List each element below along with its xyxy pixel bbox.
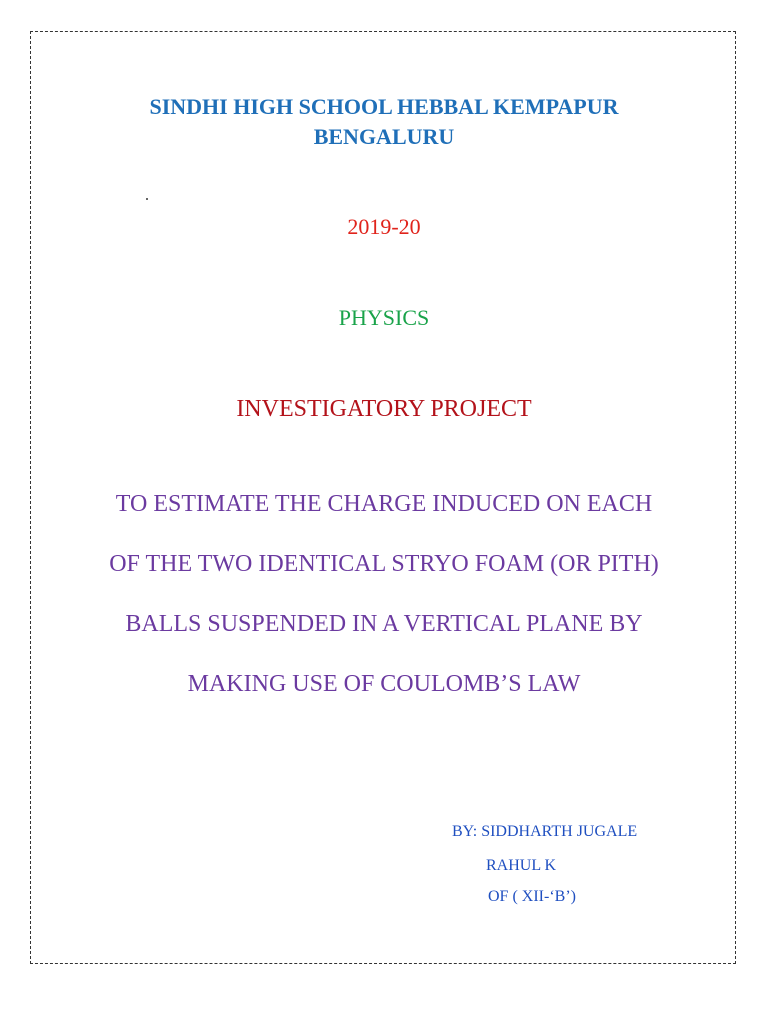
- author-by-line: BY: SIDDHARTH JUGALE: [452, 823, 638, 840]
- school-name: [0, 92, 768, 152]
- school-name-line-2: BENGALURU: [313, 124, 455, 149]
- project-title-line: MAKING USE OF COULOMB’S LAW: [187, 671, 581, 697]
- author-class-line: OF ( XII-‘B’): [488, 888, 576, 905]
- author-second: RAHUL K: [486, 857, 557, 874]
- project-title-line: TO ESTIMATE THE CHARGE INDUCED ON EACH: [115, 491, 653, 517]
- academic-year: 2019-20: [347, 214, 421, 239]
- subject-heading: PHYSICS: [338, 305, 430, 330]
- school-name-line-1: SINDHI HIGH SCHOOL HEBBAL KEMPAPUR: [149, 94, 619, 119]
- project-title-line: BALLS SUSPENDED IN A VERTICAL PLANE BY: [125, 611, 643, 637]
- stray-dot: [146, 198, 148, 200]
- project-title: [0, 486, 768, 726]
- project-type-heading: INVESTIGATORY PROJECT: [236, 396, 532, 422]
- project-title-line: OF THE TWO IDENTICAL STRYO FOAM (OR PITH): [109, 551, 659, 577]
